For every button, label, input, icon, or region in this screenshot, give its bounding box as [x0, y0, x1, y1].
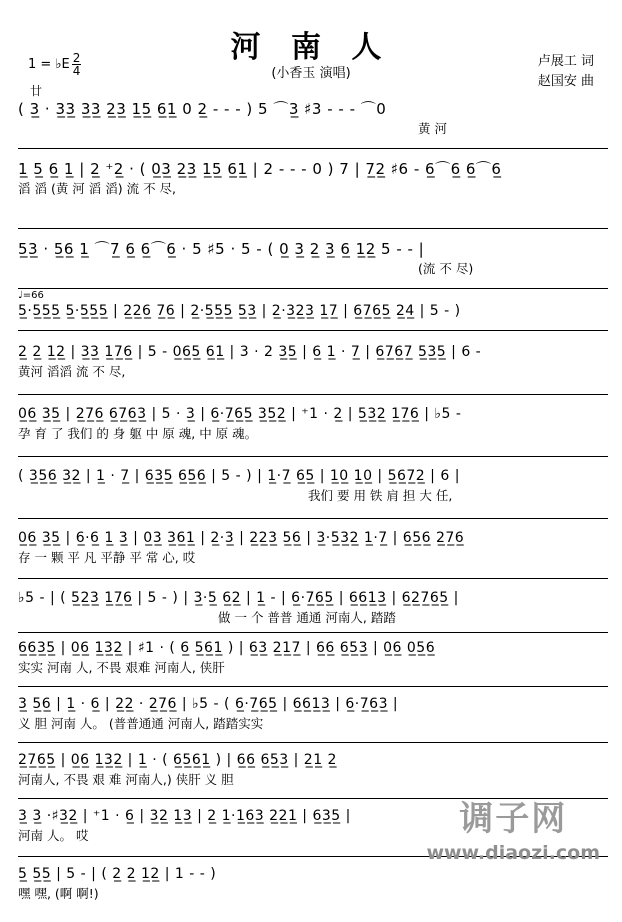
lyrics-line-10: 实实 河南 人, 不畏 艰难 河南人, 侠肝: [18, 659, 225, 675]
notes-line-6: 0̲6̲ 3̲5̲ | 2̲7̲6̲ 6̲7̲6̲3̲ | 5 · 3̲ | 6̲·7̲6̲5̲ 3̲5̲2̲ | ⁺1 · 2̲ | 5̲3̲2̲ 1̲7̲6̲ | ♭5 -: [18, 406, 462, 422]
notes-line-12: 2̲7̲6̲5̲ | 0̲6̲ 1̲3̲2̲ | 1̲ · ( 6̲5̲6̲1̲ ) | 6̲6̲ 6̲5̲3̲ | 2̲1̲ 2̲: [18, 752, 337, 768]
staff-divider-3: [18, 288, 608, 289]
staff-line-3: [18, 240, 608, 277]
time-signature-denominator: 4: [72, 64, 81, 78]
time-signature-numerator: 2: [72, 51, 81, 65]
staff-line-12: [18, 752, 608, 788]
staff-line-8: [18, 530, 608, 566]
lyrics-line-2: 滔 滔 (黄 河 滔 滔) 流 不 尽,: [18, 180, 177, 196]
time-signature: [72, 52, 82, 77]
tempo-marking: ♩=66: [18, 290, 44, 301]
staff-divider-6: [18, 456, 608, 457]
notes-line-14: 5̲ 5̲5̲ | 5 - | ( 2̲ 2̲ 1̲2̲ | 1 - - ): [18, 866, 217, 882]
notes-line-7: ( 3̲5̲6̲ 3̲2̲ | 1̲ · 7̲ | 6̲3̲5̲ 6̲5̲6̲ | 5 - ) | 1̲·7̲ 6̲5̲ | 1̲0̲ 1̲0̲ | 5̲6̲7̲2̲ | 6 |: [18, 468, 460, 484]
staff-divider-7: [18, 518, 608, 519]
staff-line-6: [18, 406, 608, 442]
staff-line-10: [18, 640, 608, 676]
tempo-row: [18, 290, 608, 301]
staff-divider-9: [18, 632, 608, 633]
staff-divider-8: [18, 578, 608, 579]
notes-line-8: 0̲6̲ 3̲5̲ | 6̲·6̲ 1̲ 3̲ | 0̲3̲ 3̲6̲1̲ | 2̲·3̲ | 2̲2̲3̲ 5̲6̲ | 3̲·5̲3̲2̲ 1̲·7̲ | 6̲5̲6̲ 2̲7̲6̲: [18, 530, 465, 546]
watermark: [426, 791, 600, 864]
lyrics-line-11: 义 胆 河南 人。 (普普通通 河南人, 踏踏实实: [18, 715, 264, 731]
lyrics-line-1: 黄 河: [418, 120, 447, 136]
lyrics-line-9: 做 一 个 普普 通通 河南人, 踏踏: [218, 609, 396, 625]
composer-credit: 赵国安 曲: [537, 73, 594, 89]
notes-line-11: 3̲ 5̲6̲ | 1̲ · 6̲ | 2̲2̲ · 2̲7̲6̲ | ♭5 - ( 6̲·7̲6̲5̲ | 6̲6̲1̲3̲ | 6̲·7̲6̲3̲ |: [18, 696, 399, 712]
staff-line-5: [18, 344, 608, 380]
staff-divider-11: [18, 742, 608, 743]
key-signature: [28, 52, 81, 77]
staff-line-1: [18, 100, 608, 137]
lyrics-line-12: 河南人, 不畏 艰 难 河南人,) 侠肝 义 胆: [18, 771, 234, 787]
staff-line-14: [18, 866, 608, 902]
watermark-url: www.diaozi.com: [426, 842, 600, 864]
notes-line-2: 1̲ 5̲ 6̲ 1̲ | 2̲ ⁺2̲ · ( 0̲3̲ 2̲3̲ 1̲5̲ 6̲1̲ | 2 - - - 0 ) 7 | 7̲2̲ ♯6 - 6̲⌒6̲ 6̲⌒6̲: [18, 160, 502, 178]
lyrics-line-13: 河南 人。 哎: [18, 827, 89, 843]
key-signature-label: 1 = ♭E: [28, 57, 70, 72]
staff-line-2: [18, 160, 608, 197]
staff-line-9: [18, 590, 608, 626]
pickup-mark: 廿: [30, 84, 43, 98]
notes-line-13: 3̲ 3̲ ·♯3̲2̲ | ⁺1 · 6̲ | 3̲2̲ 1̲3̲ | 2̲ 1̲·1̲6̲3̲ 2̲2̲1̲ | 6̲3̲5̲ |: [18, 808, 351, 824]
staff-divider-5: [18, 394, 608, 395]
watermark-site-name: 调子网: [459, 799, 568, 839]
notes-line-4: 5̲·5̲5̲5̲ 5̲·5̲5̲5̲ | 2̲2̲6̲ 7̲6̲ | 2̲·5̲5̲5̲ 5̲3̲ | 2̲·3̲2̲3̲ 1̲7̲ | 6̲7̲6̲5̲ 2̲4̲ | 5 - ): [18, 303, 461, 319]
staff-line-11: [18, 696, 608, 732]
notes-line-3: 5̲3̲ · 5̲6̲ 1̲ ⌒7̲ 6̲ 6̲⌒6̲ · 5 ♯5 · 5 - ( 0̲ 3̲ 2̲ 3̲ 6̲ 1̲2̲ 5 - - |: [18, 240, 425, 258]
notes-line-5: 2̲ 2̲ 1̲2̲ | 3̲3̲ 1̲7̲6̲ | 5 - 0̲6̲5̲ 6̲1̲ | 3 · 2 3̲5̲ | 6̲ 1̲ · 7̲ | 6̲7̲6̲7̲ 5̲3̲5̲ | 6 -: [18, 344, 482, 360]
notes-line-10: 6̲6̲3̲5̲ | 0̲6̲ 1̲3̲2̲ | ♯1 · ( 6̲ 5̲6̲1̲ ) | 6̲3̲ 2̲1̲7̲ | 6̲6̲ 6̲5̲3̲ | 0̲6̲ 0̲5̲6̲: [18, 640, 436, 656]
lyrics-line-3: (流 不 尽): [418, 260, 474, 276]
staff-divider-1: [18, 148, 608, 149]
staff-line-7: [18, 468, 608, 504]
lyrics-line-8: 存 一 颗 平 凡 平静 平 常 心, 哎: [18, 549, 196, 565]
lyrics-line-5: 黄河 滔滔 流 不 尽,: [18, 363, 126, 379]
performer-subtitle: (小香玉 演唱): [271, 66, 351, 81]
staff-divider-10: [18, 686, 608, 687]
lyricist-credit: 卢展工 词: [537, 54, 594, 69]
staff-divider-4: [18, 330, 608, 331]
page-title: 河 南 人: [230, 30, 392, 65]
lyrics-line-6: 孕 育 了 我们 的 身 躯 中 原 魂, 中 原 魂。: [18, 425, 258, 441]
notes-line-9: ♭5 - | ( 5̲2̲3̲ 1̲7̲6̲ | 5 - ) | 3̲·5̲ 6̲2̲ | 1̲ - | 6̲·7̲6̲5̲ | 6̲6̲1̲3̲ | 6̲2̲7̲6̲5̲ |: [18, 590, 459, 606]
staff-line-4: [18, 303, 608, 323]
staff-divider-2: [18, 228, 608, 229]
lyrics-line-14: 嘿 嘿, (啊 啊!): [18, 885, 99, 901]
notes-line-1: ( 3̲ · 3̲3̲ 3̲3̲ 2̲3̲ 1̲5̲ 6̲1̲ 0 2̲ - - - ) 5 ⌒3̲ ♯3 - - - ⌒0: [18, 100, 387, 118]
lyrics-line-7: 我们 要 用 铁 肩 担 大 任,: [308, 487, 453, 503]
pickup-mark-row: [18, 84, 608, 99]
